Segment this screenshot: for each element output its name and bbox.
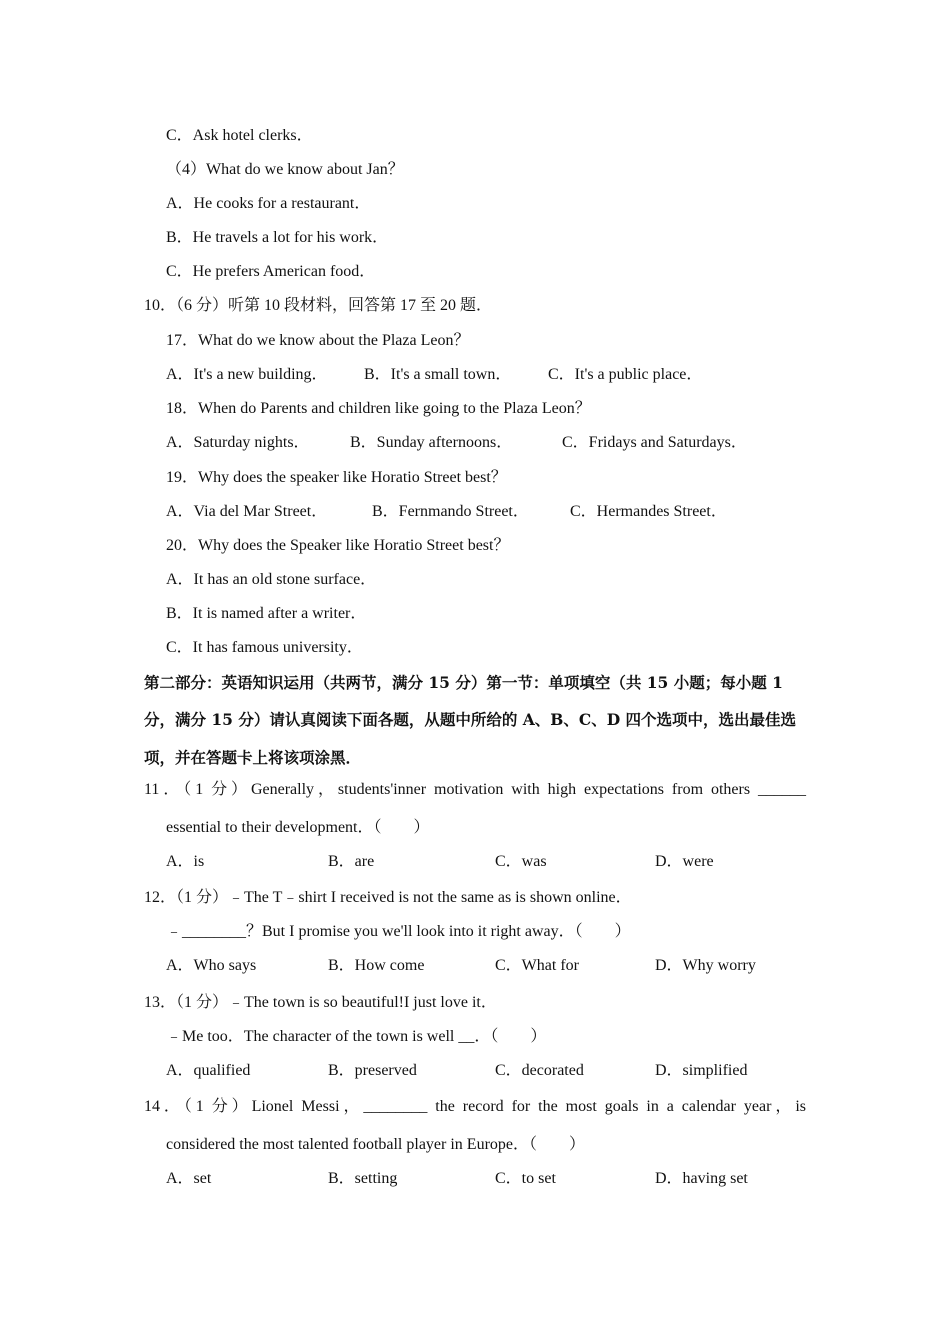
q13-option-b: B．preserved bbox=[328, 1062, 417, 1079]
q11-stem-line2: essential to their development．（ ） bbox=[166, 819, 430, 836]
q18-option-a: A．Saturday nights． bbox=[166, 434, 310, 451]
q17-option-b: B．It's a small town． bbox=[364, 366, 512, 383]
q9-option-c: C．Ask hotel clerks． bbox=[166, 127, 313, 144]
q9-sub4-option-a: A．He cooks for a restaurant． bbox=[166, 195, 371, 212]
q14-stem-line2: considered the most talented football player in Europe．（ ） bbox=[166, 1136, 586, 1153]
q13-option-a: A．qualified bbox=[166, 1062, 251, 1079]
q20-option-b: B．It is named after a writer． bbox=[166, 605, 367, 622]
q10-header: 10．（6 分）听第 10 段材料，回答第 17 至 20 题． bbox=[144, 297, 493, 314]
q11-option-b: B．are bbox=[328, 853, 375, 870]
q17-stem: 17．What do we know about the Plaza Leon？ bbox=[166, 332, 470, 349]
q11-option-d: D．were bbox=[655, 853, 714, 870]
q19-option-b: B．Fernmando Street． bbox=[372, 503, 529, 520]
q17-option-a: A．It's a new building． bbox=[166, 366, 328, 383]
q11-option-c: C．was bbox=[495, 853, 547, 870]
q20-option-a: A．It has an old stone surface． bbox=[166, 571, 377, 588]
q14-option-b: B．setting bbox=[328, 1170, 398, 1187]
q11-stem-line1: 11．（1 分）Generally，students'inner motivation with high expectations from others ______ bbox=[144, 781, 806, 798]
q14-option-a: A．set bbox=[166, 1170, 212, 1187]
q19-stem: 19．Why does the speaker like Horatio Street best？ bbox=[166, 469, 507, 486]
q14-option-d: D．having set bbox=[655, 1170, 748, 1187]
q12-option-c: C．What for bbox=[495, 957, 579, 974]
q9-sub4-stem: （4）What do we know about Jan？ bbox=[166, 161, 404, 178]
q20-option-c: C．It has famous university． bbox=[166, 639, 363, 656]
q9-sub4-option-c: C．He prefers American food． bbox=[166, 263, 376, 280]
part2-heading-line1: 第二部分：英语知识运用（共两节，满分 15 分）第一节：单项填空（共 15 小题；每小题 1 bbox=[144, 673, 783, 692]
q18-stem: 18．When do Parents and children like going to the Plaza Leon？ bbox=[166, 400, 591, 417]
part2-heading-line2: 分，满分 15 分）请认真阅读下面各题，从题中所给的 A、B、C、D 四个选项中，选出最佳选 bbox=[144, 710, 797, 729]
q18-option-b: B．Sunday afternoons． bbox=[350, 434, 513, 451]
q20-stem: 20．Why does the Speaker like Horatio Street best？ bbox=[166, 537, 510, 554]
q12-option-a: A．Who says bbox=[166, 957, 257, 974]
q13-option-c: C．decorated bbox=[495, 1062, 584, 1079]
q13-stem-line1: 13．（1 分）﹣The town is so beautiful!I just love it． bbox=[144, 994, 497, 1011]
part2-heading-line3: 项，并在答题卡上将该项涂黑． bbox=[144, 748, 362, 767]
q11-option-a: A．is bbox=[166, 853, 205, 870]
q12-stem-line1: 12．（1 分）﹣The T﹣shirt I received is not the same as is shown online． bbox=[144, 889, 632, 906]
q17-option-c: C．It's a public place． bbox=[548, 366, 703, 383]
q13-stem-line2: ﹣Me too．The character of the town is well __．（ ） bbox=[166, 1028, 547, 1045]
q19-option-a: A．Via del Mar Street． bbox=[166, 503, 328, 520]
q18-option-c: C．Fridays and Saturdays． bbox=[562, 434, 747, 451]
q12-option-d: D．Why worry bbox=[655, 957, 756, 974]
q14-stem-line1: 14．（1 分）Lionel Messi，________ the record for the most goals in a calendar year，is bbox=[144, 1098, 806, 1115]
q19-option-c: C．Hermandes Street． bbox=[570, 503, 727, 520]
q9-sub4-option-b: B．He travels a lot for his work． bbox=[166, 229, 389, 246]
q13-option-d: D．simplified bbox=[655, 1062, 748, 1079]
q14-option-c: C．to set bbox=[495, 1170, 556, 1187]
q12-option-b: B．How come bbox=[328, 957, 425, 974]
q12-stem-line2: ﹣________？But I promise you we'll look into it right away．（ ） bbox=[166, 923, 631, 940]
